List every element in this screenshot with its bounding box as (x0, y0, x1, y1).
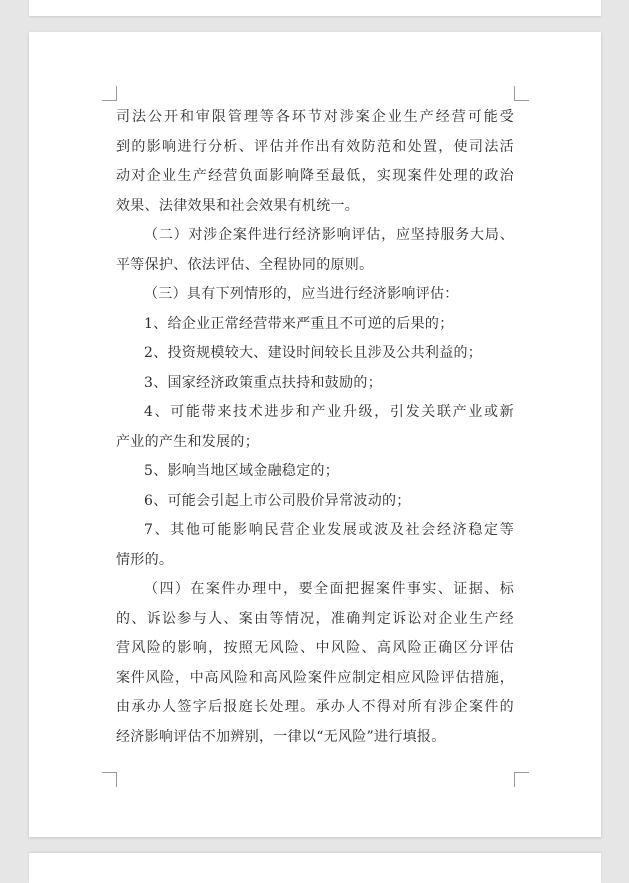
paragraph-line: 营风险的影响，按照无风险、中风险、高风险正确区分评估 (116, 640, 514, 656)
margin-corner-top-left (102, 86, 117, 101)
list-item: 3、国家经济政策重点扶持和鼓励的； (144, 374, 383, 391)
margin-corner-top-right (514, 86, 529, 101)
paragraph-line: 经济影响评估不加辨别，一律以“无风险”进行填报。 (116, 728, 446, 745)
list-item: 情形的。 (116, 551, 174, 568)
list-item: 2、投资规模较大、建设时间较长且涉及公共利益的； (144, 345, 483, 361)
margin-corner-bottom-right (514, 772, 529, 787)
paragraph-line: （三）具有下列情形的，应当进行经济影响评估： (144, 286, 459, 302)
margin-corner-bottom-left (102, 772, 117, 787)
paragraph-line: 案件风险，中高风险和高风险案件应制定相应风险评估措施， (116, 669, 514, 686)
list-item: 6、可能会引起上市公司股价异常波动的； (144, 492, 411, 509)
paragraph-line: （四）在案件办理中，要全面把握案件事实、证据、标 (144, 581, 514, 597)
list-item: 4、可能带来技术进步和产业升级，引发关联产业或新 (144, 404, 514, 420)
next-page-edge (29, 853, 601, 883)
paragraph-line: 由承办人签字后报庭长处理。承办人不得对所有涉企案件的 (116, 699, 514, 715)
list-item: 1、给企业正常经营带来严重且不可逆的后果的； (144, 315, 454, 332)
paragraph-line: 的、诉讼参与人、案由等情况，准确判定诉讼对企业生产经 (116, 610, 514, 627)
paragraph-line: （二）对涉企案件进行经济影响评估，应坚持服务大局、 (144, 227, 514, 243)
paragraph-line: 平等保护、依法评估、全程协同的原则。 (116, 256, 374, 273)
paragraph-line: 司法公开和审限管理等各环节对涉案企业生产经营可能受 (116, 109, 514, 125)
paragraph-line: 动对企业生产经营负面影响降至最低，实现案件处理的政治 (116, 168, 514, 184)
document-body (116, 103, 514, 752)
list-item: 产业的产生和发展的； (116, 433, 259, 450)
list-item: 7、其他可能影响民营企业发展或波及社会经济稳定等 (144, 522, 514, 538)
paragraph-line: 效果、法律效果和社会效果有机统一。 (116, 197, 360, 214)
list-item: 5、影响当地区域金融稳定的； (144, 463, 340, 479)
paragraph-line: 到的影响进行分析、评估并作出有效防范和处置，使司法活 (116, 138, 514, 155)
previous-page-edge (29, 0, 601, 16)
